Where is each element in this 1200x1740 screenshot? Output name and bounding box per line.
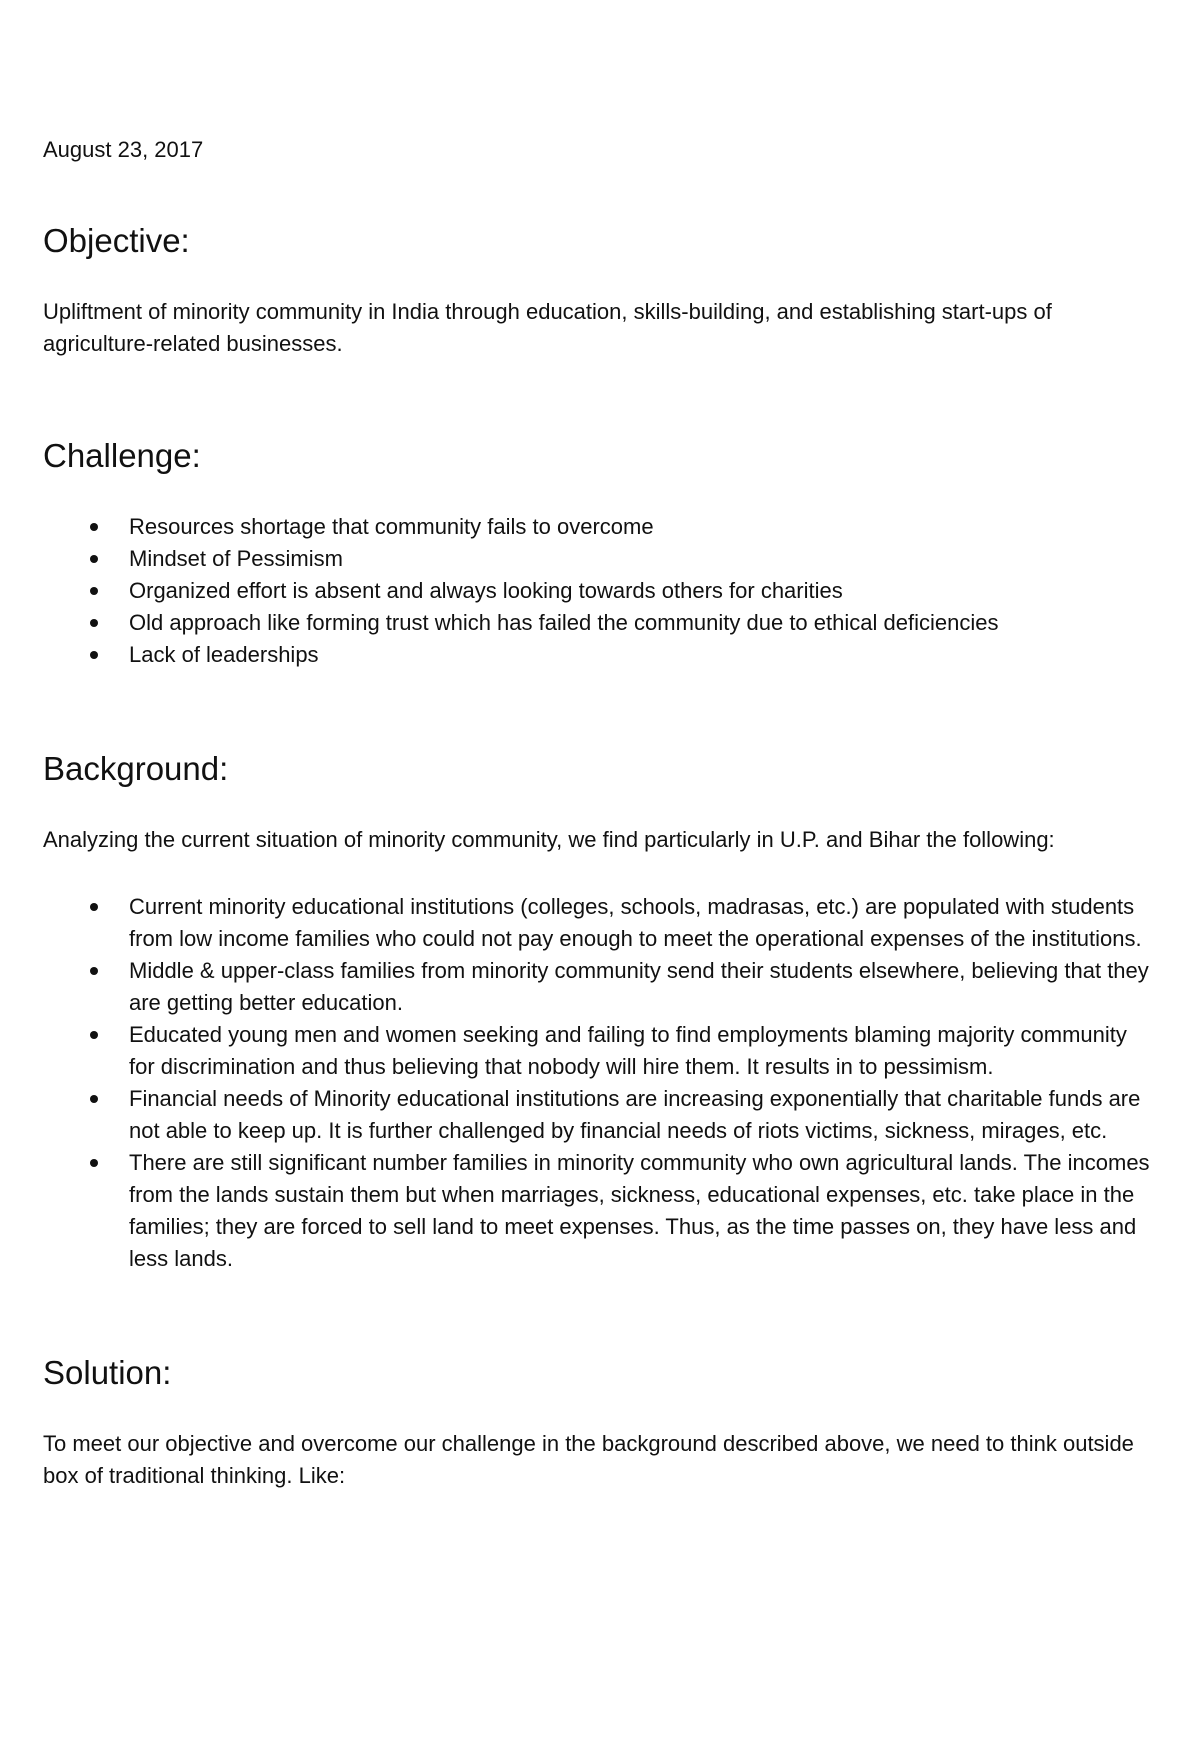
challenge-item — [43, 639, 1156, 671]
background-intro: Analyzing the current situation of minority community, we find particularly in U.P. and Bihar the following: — [43, 827, 1055, 852]
background-item — [43, 891, 1156, 955]
challenge-item-text: Resources shortage that community fails to overcome — [129, 514, 654, 539]
background-item-text: Financial needs of Minority educational institutions are increasing exponentially that charitable funds are not able to keep up. It is further challenged by financial needs of riots victims, sickness, mirages, etc. — [129, 1086, 1141, 1143]
background-item — [43, 1083, 1156, 1147]
background-item-text: Educated young men and women seeking and failing to find employments blaming majority community for discrimination and thus believing that nobody will hire them. It results in to pessimism. — [129, 1022, 1127, 1079]
bullet-icon — [90, 651, 98, 659]
background-heading: Background: — [43, 750, 229, 787]
background-item — [43, 955, 1156, 1019]
objective-section — [43, 221, 1156, 360]
challenge-item — [43, 575, 1156, 607]
bullet-icon — [90, 523, 98, 531]
background-list — [43, 891, 1156, 1275]
bullet-icon — [90, 967, 98, 975]
background-item-text: Middle & upper-class families from minority community send their students elsewhere, believing that they are getting better education. — [129, 958, 1149, 1015]
challenge-item-text: Old approach like forming trust which has failed the community due to ethical deficiencies — [129, 610, 999, 635]
document-date: August 23, 2017 — [43, 137, 204, 162]
challenge-item-text: Mindset of Pessimism — [129, 546, 343, 571]
challenge-section — [43, 436, 1156, 671]
solution-heading: Solution: — [43, 1354, 172, 1391]
background-item — [43, 1147, 1156, 1275]
challenge-item — [43, 543, 1156, 575]
challenge-item — [43, 607, 1156, 639]
bullet-icon — [90, 1031, 98, 1039]
background-item-text: There are still significant number families in minority community who own agricultural lands. The incomes from the lands sustain them but when marriages, sickness, educational expenses, etc. take place in the families; they are forced to sell land to meet expenses. Thus, as the time passes on, they have less and less lands. — [129, 1150, 1150, 1271]
challenge-item-text: Lack of leaderships — [129, 642, 319, 667]
solution-text: To meet our objective and overcome our challenge in the background described above, we need to think outside box of traditional thinking. Like: — [43, 1431, 1134, 1488]
bullet-icon — [90, 587, 98, 595]
background-item — [43, 1019, 1156, 1083]
challenge-item — [43, 511, 1156, 543]
background-item-text: Current minority educational institutions (colleges, schools, madrasas, etc.) are populated with students from low income families who could not pay enough to meet the operational expenses of the institutions. — [129, 894, 1142, 951]
background-section — [43, 749, 1156, 1275]
challenge-item-text: Organized effort is absent and always looking towards others for charities — [129, 578, 843, 603]
bullet-icon — [90, 1095, 98, 1103]
challenge-list — [43, 511, 1156, 671]
objective-heading: Objective: — [43, 222, 190, 259]
bullet-icon — [90, 555, 98, 563]
objective-text: Upliftment of minority community in India through education, skills-building, and establishing start-ups of agriculture-related businesses. — [43, 299, 1052, 356]
bullet-icon — [90, 619, 98, 627]
bullet-icon — [90, 1159, 98, 1167]
bullet-icon — [90, 903, 98, 911]
challenge-heading: Challenge: — [43, 437, 201, 474]
solution-section — [43, 1353, 1156, 1492]
